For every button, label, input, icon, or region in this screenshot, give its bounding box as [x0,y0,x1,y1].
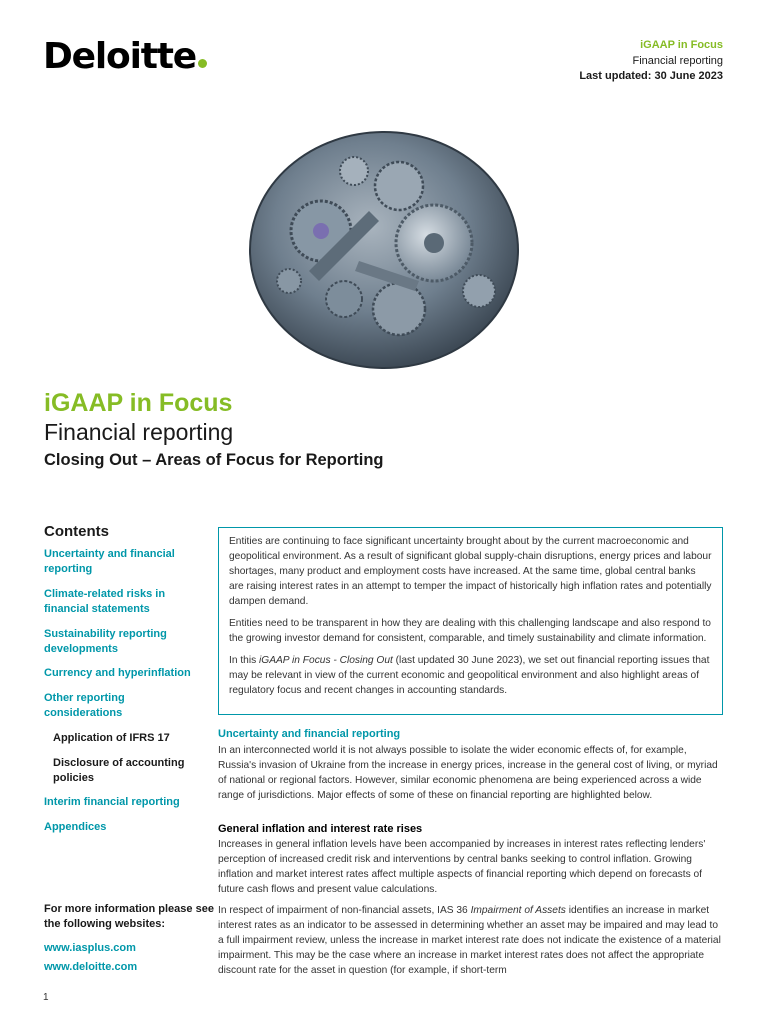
toc-item-other[interactable]: Other reporting considerations [44,692,125,719]
deloitte-logo: Deloitte [43,36,207,77]
intro-paragraph-3: In this iGAAP in Focus - Closing Out (last updated 30 June 2023), we set out financial reporting issues that may be relevant in view of the current economic and geopolitical environment and also highlight areas of regulatory focus and recent changes in accounting standards. [229,655,710,696]
watch-movement-image [249,131,519,369]
section-heading-uncertainty: Uncertainty and financial reporting [218,728,401,740]
contents-heading: Contents [44,523,109,540]
toc-item-currency[interactable]: Currency and hyperinflation [44,667,191,679]
page-number: 1 [43,992,49,1003]
subsection-paragraph-inflation: Increases in general inflation levels have been accompanied by increases in interest rates reflecting lenders' perception of increased credit risk and interventions by central banks seeking to control inflation. Growing inflation and market interest rates affect multiple aspects of financial reporting which depend on forecasts of future cash flows and present value calculations. [218,839,706,895]
toc-item-climate[interactable]: Climate-related risks in financial statements [44,588,166,615]
more-info-text: For more information please see the following websites: [44,903,214,930]
toc-item-uncertainty[interactable]: Uncertainty and financial reporting [44,548,175,575]
toc-item-appendices[interactable]: Appendices [44,821,107,833]
toc-item-sustainability[interactable]: Sustainability reporting developments [44,628,167,655]
section-paragraph-uncertainty: In an interconnected world it is not always possible to isolate the wider economic effects of, for example, Russia's invasion of Ukraine from the increase in energy prices, increase in the general cost of living, or myriad of national or regional factors. However, similar economic phenomena are being experienced across a wide range of jurisdictions. Major effects of some of these on financial reporting are highlighted below. [218,745,718,801]
subsection-heading-inflation: General inflation and interest rate rises [218,823,423,835]
logo-dot-icon [198,59,207,68]
header-last-updated: Last updated: 30 June 2023 [579,70,723,82]
header-brand: iGAAP in Focus [640,39,723,51]
intro-paragraph-1: Entities are continuing to face significant uncertainty brought about by the current macroeconomic and geopolitical environment. As a result of significant global supply-chain disruptions, energy prices and labour shortages, many product and employment costs have increased. At the same time, global central banks are raising interest rates in an attempt to temper the impact of historically high inflation rates and potentially dampen demand. [229,536,712,607]
header-subject: Financial reporting [632,54,723,67]
toc-item-interim[interactable]: Interim financial reporting [44,796,180,808]
title-block [44,388,384,473]
link-deloitte[interactable]: www.deloitte.com [44,961,138,973]
page-subtitle: Closing Out – Areas of Focus for Reporting [44,451,384,469]
page-title-subject: Financial reporting [44,419,234,445]
intro-box [218,527,723,715]
intro-paragraph-2: Entities need to be transparent in how they are dealing with this challenging landscape and also respond to the growing investor demand for consistent, comparable, and timely sustainability and climate information. [229,618,711,644]
toc-subitem-ifrs17[interactable]: Application of IFRS 17 [53,732,170,744]
toc-subitem-disclosure[interactable]: Disclosure of accounting policies [53,757,185,784]
header-meta [579,38,723,85]
link-iasplus[interactable]: www.iasplus.com [44,942,136,954]
page-title-series: iGAAP in Focus [44,389,233,417]
subsection-paragraph-impairment: In respect of impairment of non-financial assets, IAS 36 Impairment of Assets identifies an increase in market interest rates as an indicator to be assessed in determining whether an asset may be impaired and may lead to a full impairment review, unless the increase in market interest rate does not indicate the existence of a material impairment. This may be the case where an increase in market interest rates does not affect the appropriate discount rate for the asset in question (for example, if short-term [218,905,721,976]
